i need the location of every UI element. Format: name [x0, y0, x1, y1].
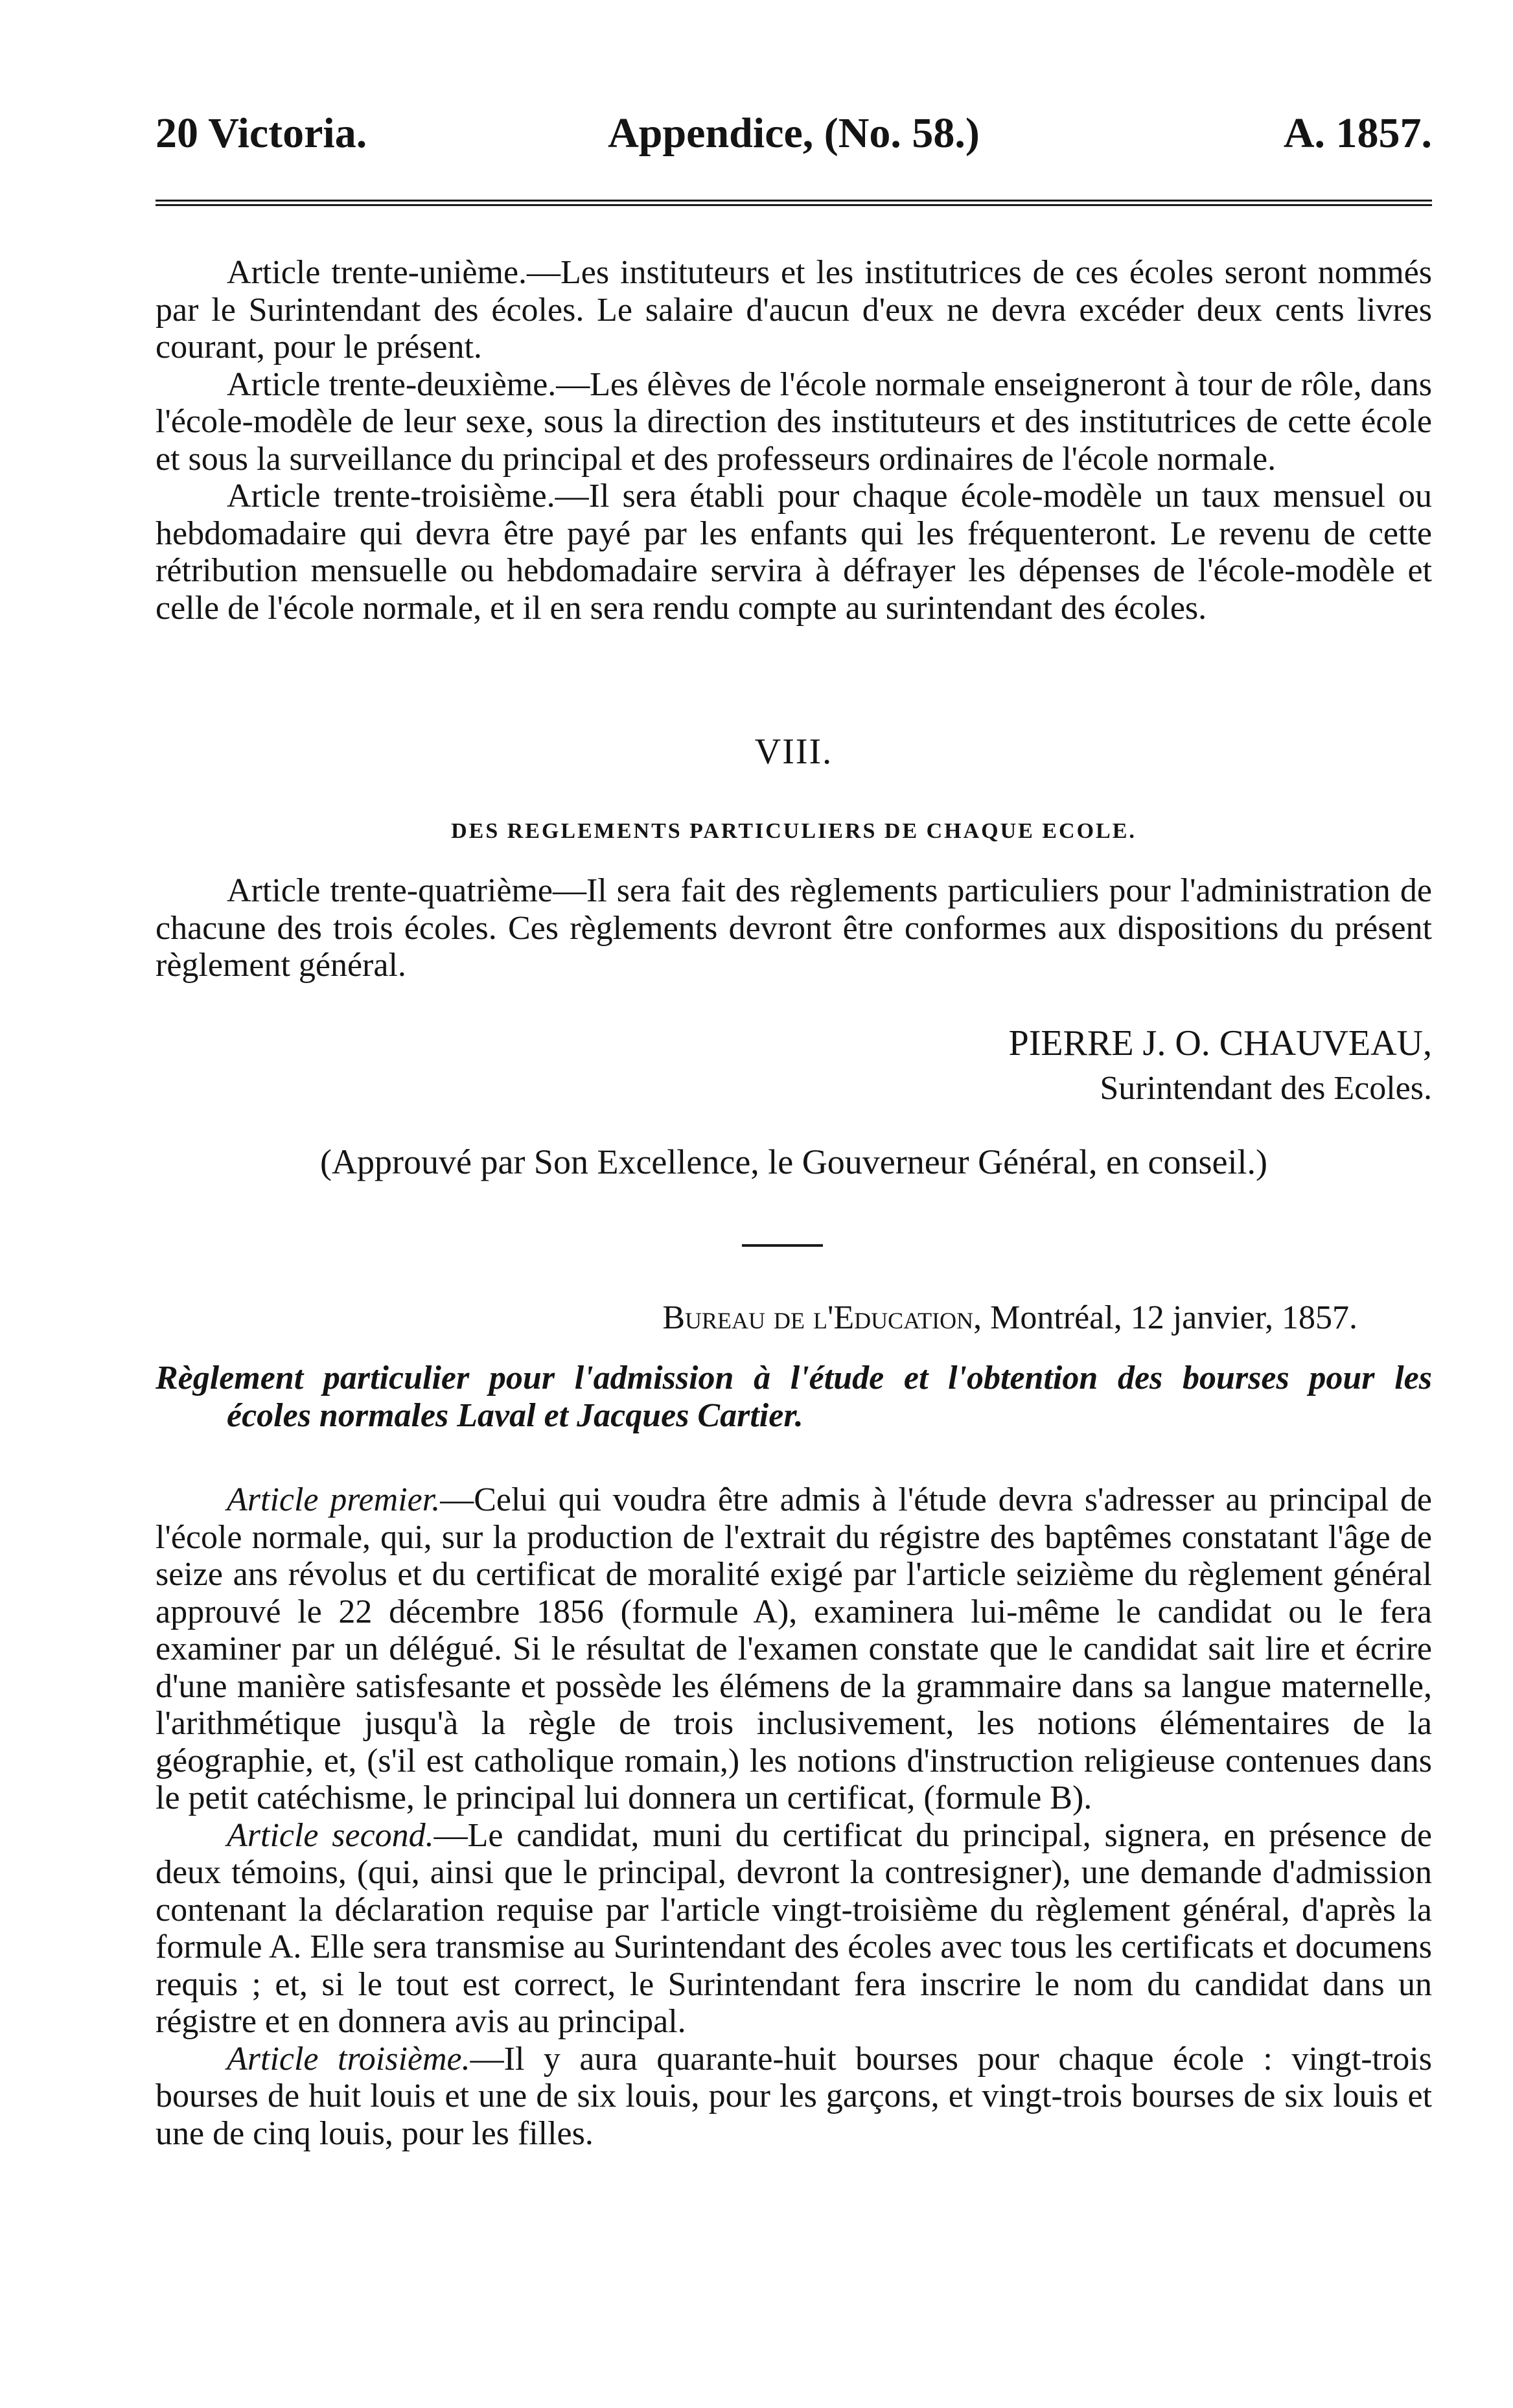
- section-separator-rule: [742, 1244, 823, 1247]
- header-year: A. 1857.: [1283, 110, 1432, 157]
- subtitle-line-1: Règlement particulier pour l'admission à l'étude et l'obtention des bourses pour les: [156, 1360, 1432, 1396]
- section-title: DES REGLEMENTS PARTICULIERS DE CHAQUE ECOLE.: [451, 819, 1137, 843]
- running-header: [156, 109, 1432, 167]
- header-double-rule: [156, 200, 1432, 206]
- section-eight-body: [156, 872, 1432, 984]
- article-premier-label: Article premier.: [227, 1481, 441, 1518]
- section-number: VIII.: [754, 732, 833, 772]
- article-premier: [156, 1481, 1432, 1817]
- article-troisieme-label: Article troisième.: [227, 2040, 470, 2078]
- article-second-text: —Le candidat, muni du certificat du principal, signera, en présence de deux témoins, (qui, ainsi que le principal, devront la contresigner), une demande d'admission contenant la déclaration requise par l'article vingt-troisième du règlement général, d'après la formule A. Elle sera transmise au Surintendant des écoles avec tous les certificats et documens requis ; et, si le tout est correct, le Surintendant fera inscrire le nom du candidat dans un régistre et en donnera avis au principal.: [156, 1816, 1432, 2040]
- article-second-label: Article second.: [227, 1816, 434, 1854]
- signature-name: PIERRE J. O. CHAUVEAU,: [1008, 1023, 1432, 1063]
- header-appendix-number: Appendice, (No. 58.): [608, 110, 980, 157]
- header-regnal-year: 20 Victoria.: [156, 110, 367, 157]
- regulation-articles: [156, 1481, 1432, 2152]
- regulation-subtitle: [156, 1360, 1432, 1434]
- article-troisieme: [156, 2041, 1432, 2153]
- subtitle-line-2: écoles normales Laval et Jacques Cartier.: [227, 1396, 803, 1434]
- paragraph-article-34: Article trente-quatrième—Il sera fait des règlements particuliers pour l'administration de chacune des trois écoles. Ces règlements devront être conformes aux dispositions du présent règlement général.: [156, 872, 1432, 984]
- paragraph-article-33: Article trente-troisième.—Il sera établi pour chaque école-modèle un taux mensuel ou hebdomadaire qui devra être payé par les enfants qui les fréquenteront. Le revenu de cette rétribution mensuelle ou hebdomadaire servira à défrayer les dépenses de l'école-modèle et celle de l'école normale, et il en sera rendu compte au surintendant des écoles.: [156, 478, 1432, 627]
- approval-note: (Approuvé par Son Excellence, le Gouverneur Général, en conseil.): [320, 1142, 1267, 1181]
- article-troisieme-text: —Il y aura quarante-huit bourses pour chaque école : vingt-trois bourses de huit louis et une de six louis, pour les garçons, et vingt-trois bourses de six louis et une de cinq louis, pour les filles.: [156, 2040, 1432, 2152]
- article-premier-text: —Celui qui voudra être admis à l'étude devra s'adresser au principal de l'école normale, qui, sur la production de l'extrait du régistre des baptêmes constatant l'âge de seize ans révolus et du certificat de moralité exigé par l'article seizième du règlement général approuvé le 22 décembre 1856 (formule A), examinera lui-même le candidat ou le fera examiner par un délégué. Si le résultat de l'examen constate que le candidat sait lire et écrire d'une manière satisfesante et possède les élémens de la grammaire dans sa langue maternelle, l'arithmétique jusqu'à la règle de trois inclusivement, les notions élémentaires de la géographie, et, (s'il est catholique romain,) les notions d'instruction religieuse contenues dans le petit catéchisme, le principal lui donnera un certificat, (formule B).: [156, 1481, 1432, 1816]
- dateline-office: Bureau de l'Education,: [662, 1299, 982, 1336]
- article-second: [156, 1817, 1432, 2041]
- paragraph-article-31: Article trente-unième.—Les instituteurs et les institutrices de ces écoles seront nommés par le Surintendant des écoles. Le salaire d'aucun d'eux ne devra excéder deux cents livres courant, pour le présent.: [156, 254, 1432, 365]
- section-one-articles: [156, 254, 1432, 627]
- dateline-place-date: Montréal, 12 janvier, 1857.: [990, 1299, 1357, 1336]
- signature-title: Surintendant des Ecoles.: [1100, 1070, 1432, 1107]
- dateline: [662, 1299, 1357, 1337]
- paragraph-article-32: Article trente-deuxième.—Les élèves de l'école normale enseigneront à tour de rôle, dans l'école-modèle de leur sexe, sous la direction des instituteurs et des institutrices de cette école et sous la surveillance du principal et des professeurs ordinaires de l'école normale.: [156, 365, 1432, 478]
